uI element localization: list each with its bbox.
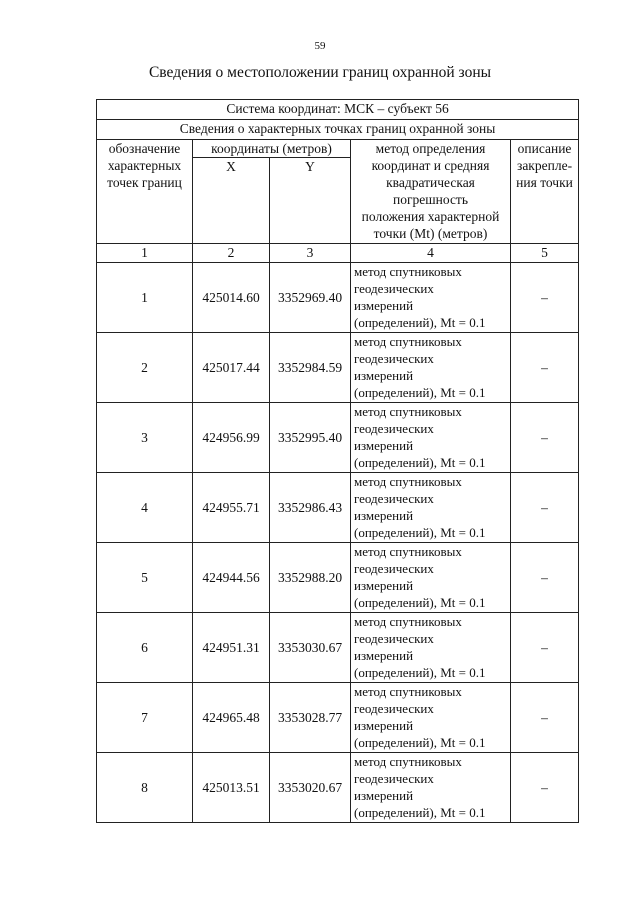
column-number: 4 (351, 244, 511, 263)
point-number-cell: 4 (97, 473, 193, 543)
point-number-cell: 2 (97, 333, 193, 403)
y-coordinate-cell: 3352988.20 (270, 543, 351, 613)
point-description-cell: – (511, 403, 579, 473)
column-number: 2 (193, 244, 270, 263)
method-line: (определений), Mt = 0.1 (354, 455, 486, 470)
table-row (97, 613, 579, 683)
method-line: измерений (354, 438, 414, 453)
y-header: Y (270, 158, 351, 244)
x-coordinate-cell: 424956.99 (193, 403, 270, 473)
method-line: (определений), Mt = 0.1 (354, 665, 486, 680)
designation-header (97, 140, 193, 244)
method-header-line: метод определения (375, 141, 486, 156)
column-number-row (97, 244, 579, 263)
column-number: 1 (97, 244, 193, 263)
method-line: (определений), Mt = 0.1 (354, 525, 486, 540)
method-line: измерений (354, 788, 414, 803)
x-coordinate-cell: 424951.31 (193, 613, 270, 683)
method-line: метод спутниковых (354, 474, 462, 489)
method-line: геодезических (354, 701, 434, 716)
page-title: Сведения о местоположении границ охранной зоны (148, 64, 492, 81)
column-number: 5 (511, 244, 579, 263)
point-number-cell: 8 (97, 753, 193, 823)
x-coordinate-cell: 425014.60 (193, 263, 270, 333)
y-coordinate-cell: 3353028.77 (270, 683, 351, 753)
coordinates-header: координаты (метров) (193, 140, 351, 158)
method-header-line: квадратическая (386, 175, 475, 190)
description-header-line: описание (517, 141, 572, 156)
method-line: измерений (354, 368, 414, 383)
x-coordinate-cell: 425013.51 (193, 753, 270, 823)
designation-header-line: обозначение (108, 141, 181, 156)
y-coordinate-cell: 3353030.67 (270, 613, 351, 683)
method-line: метод спутниковых (354, 334, 462, 349)
page-number: 59 (314, 40, 326, 52)
point-description-cell: – (511, 543, 579, 613)
section-title-row (97, 120, 579, 140)
method-cell (351, 543, 511, 613)
method-line: (определений), Mt = 0.1 (354, 735, 486, 750)
table-row (97, 683, 579, 753)
point-description-cell: – (511, 473, 579, 543)
method-line: метод спутниковых (354, 544, 462, 559)
point-number-cell: 6 (97, 613, 193, 683)
description-header-line: закрепле- (516, 158, 573, 173)
method-cell (351, 473, 511, 543)
method-cell (351, 403, 511, 473)
method-line: геодезических (354, 561, 434, 576)
point-number-cell: 1 (97, 263, 193, 333)
y-coordinate-cell: 3352995.40 (270, 403, 351, 473)
y-coordinate-cell: 3353020.67 (270, 753, 351, 823)
description-header (511, 140, 579, 244)
table-row (97, 403, 579, 473)
boundary-points-table (96, 99, 579, 823)
section-title-label: Сведения о характерных точках границ охранной зоны (97, 120, 579, 140)
method-header-line: точки (Mt) (метров) (373, 226, 488, 241)
method-line: метод спутниковых (354, 264, 462, 279)
point-number-cell: 5 (97, 543, 193, 613)
method-line: геодезических (354, 281, 434, 296)
method-line: метод спутниковых (354, 684, 462, 699)
method-line: метод спутниковых (354, 754, 462, 769)
method-line: (определений), Mt = 0.1 (354, 315, 486, 330)
x-coordinate-cell: 424944.56 (193, 543, 270, 613)
method-line: измерений (354, 508, 414, 523)
method-cell (351, 333, 511, 403)
table-row (97, 473, 579, 543)
method-cell (351, 683, 511, 753)
data-rows (97, 263, 579, 823)
method-line: геодезических (354, 351, 434, 366)
method-cell (351, 263, 511, 333)
method-line: геодезических (354, 491, 434, 506)
x-coordinate-cell: 425017.44 (193, 333, 270, 403)
method-line: метод спутниковых (354, 614, 462, 629)
method-line: (определений), Mt = 0.1 (354, 595, 486, 610)
method-line: измерений (354, 718, 414, 733)
coordinate-system-label: Система координат: МСК – субъект 56 (97, 100, 579, 120)
method-header-line: координат и средняя (371, 158, 490, 173)
point-description-cell: – (511, 333, 579, 403)
coordinate-system-row (97, 100, 579, 120)
point-description-cell: – (511, 613, 579, 683)
y-coordinate-cell: 3352969.40 (270, 263, 351, 333)
method-cell (351, 753, 511, 823)
method-cell (351, 613, 511, 683)
method-line: метод спутниковых (354, 404, 462, 419)
point-number-cell: 3 (97, 403, 193, 473)
method-line: геодезических (354, 771, 434, 786)
method-line: измерений (354, 298, 414, 313)
table-row (97, 543, 579, 613)
method-header-line: положения характерной (361, 209, 500, 224)
point-description-cell: – (511, 753, 579, 823)
method-line: (определений), Mt = 0.1 (354, 805, 486, 820)
header-row (97, 140, 579, 158)
designation-header-line: характерных (107, 158, 182, 173)
point-description-cell: – (511, 263, 579, 333)
method-line: (определений), Mt = 0.1 (354, 385, 486, 400)
method-line: геодезических (354, 421, 434, 436)
point-number-cell: 7 (97, 683, 193, 753)
method-line: измерений (354, 578, 414, 593)
designation-header-line: точек границ (107, 175, 182, 190)
x-coordinate-cell: 424955.71 (193, 473, 270, 543)
point-description-cell: – (511, 683, 579, 753)
method-line: измерений (354, 648, 414, 663)
table-row (97, 333, 579, 403)
description-header-line: ния точки (516, 175, 573, 190)
table-row (97, 753, 579, 823)
table-row (97, 263, 579, 333)
method-line: геодезических (354, 631, 434, 646)
x-header: X (193, 158, 270, 244)
y-coordinate-cell: 3352984.59 (270, 333, 351, 403)
y-coordinate-cell: 3352986.43 (270, 473, 351, 543)
x-coordinate-cell: 424965.48 (193, 683, 270, 753)
method-header-line: погрешность (392, 192, 468, 207)
method-header (351, 140, 511, 244)
column-number: 3 (270, 244, 351, 263)
